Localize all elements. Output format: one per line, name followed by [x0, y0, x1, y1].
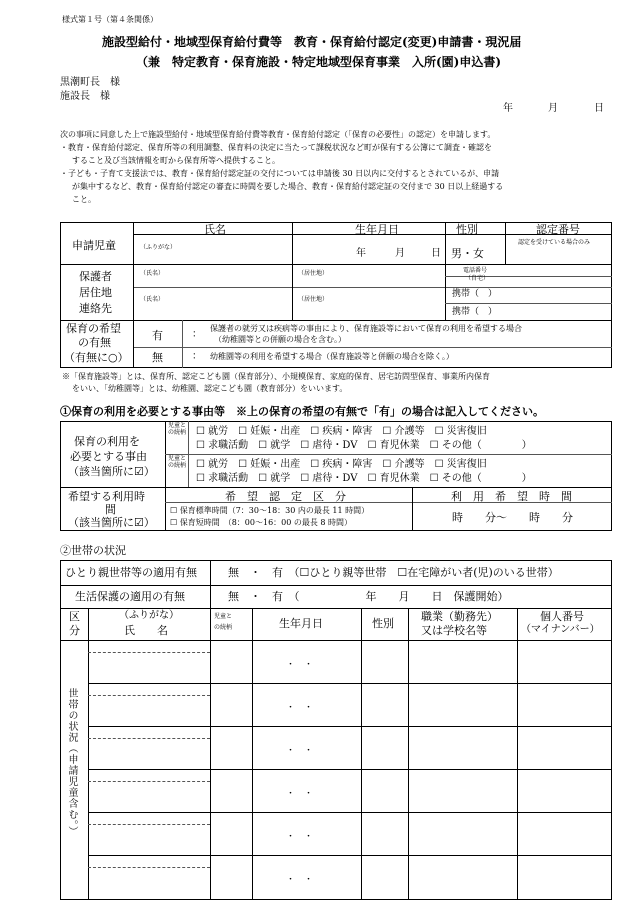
birth-dots-3: ・ ・ [286, 746, 314, 756]
intro-bullet2b: が集中するなど、教育・保育給付認定の審査に時間を要した場合、教育・保育給付認定証の交付まで 30 日以上経過する [72, 182, 504, 191]
date-month: 月 [548, 103, 558, 114]
reason-label2: 必要とする事由 [70, 450, 147, 463]
use-time-header: 利 用 希 望 時 間 [451, 490, 572, 503]
note-line1: ※「保育施設等」とは、保育所、認定こども園（保育部分）、小規模保育、家庭的保育、居宅訪問型保育、事業所内保育 [62, 372, 490, 381]
birth-dots-4: ・ ・ [286, 789, 314, 799]
intro-bullet2a: ・子ども・子育て支援法では、教育・保育給付認定証の交付については申請後 30 日以内に交付するとされているが、申請 [60, 169, 500, 178]
mobile2-label: 携帯（ ） [452, 307, 498, 317]
time-label2: 間 [105, 503, 116, 516]
wish-none: 無 [152, 351, 163, 364]
col-cert: 認定番号 [536, 223, 580, 236]
guardian1-addr-label: （居住地） [298, 270, 329, 277]
col-household-gender: 性別 [372, 617, 394, 630]
section2-heading: ②世帯の状況 [60, 544, 126, 557]
mobile1-label: 携帯（ ） [452, 289, 498, 299]
col-kubun2: 分 [69, 624, 80, 637]
guardian1-name-label: （氏名） [140, 270, 165, 277]
intro-bullet1a: ・教育・保育給付認定、保育所等の利用調整、保育料の決定に当たって課税状況など町が保有する公簿にて調査・確認を [60, 143, 492, 152]
birth-day: 日 [431, 248, 441, 259]
col-job2: 又は学校名等 [421, 624, 487, 637]
reason-label1: 保育の利用を [74, 435, 140, 448]
date-day: 日 [594, 103, 604, 114]
wish-has: 有 [152, 329, 163, 342]
phone-label: 電話番号 [463, 267, 488, 274]
reason-options-a1[interactable]: ☐ 就労 ☐ 妊娠・出産 ☐ 疾病・障害 ☐ 介護等 ☐ 災害復旧 [196, 426, 487, 437]
standard-time-option[interactable]: ☐ 保育標準時間（7：30～18：30 内の最長 11 時間） [170, 506, 370, 515]
guardian2-addr-label: （居住地） [298, 296, 329, 303]
col-name: 氏名 [204, 223, 226, 236]
reason-label3: （該当箇所に☑） [68, 465, 155, 478]
has-desc2: （幼稚園等との併願の場合を含む。） [214, 335, 346, 344]
has-desc: 保護者の就労又は疾病等の事由により、保育施設等において保育の利用を希望する場合 [210, 324, 522, 333]
none-desc: 幼稚園等の利用を希望する場合（保育施設等と併願の場合を除く。） [210, 352, 454, 361]
birth-dots-5: ・ ・ [286, 832, 314, 842]
form-number: 様式第１号（第４条関係） [62, 15, 158, 24]
residence-label: 居住地 [79, 286, 112, 299]
welfare-label: 生活保護の適用の有無 [75, 590, 185, 603]
form-title: 施設型給付・地域型保育給付費等 教育・保育給付認定(変更)申請書・現況届 [102, 35, 522, 49]
intro-line: 次の事項に同意した上で施設型給付・地域型保育給付費等教育・保育給付認定（「保育の必要性」の認定）を申請します。 [60, 130, 496, 139]
short-time-option[interactable]: ☐ 保育短時間 （8：00～16：00 の最長 8 時間） [170, 518, 353, 527]
row-child: 申請児童 [72, 239, 116, 252]
rel-label-a2: の続柄 [168, 429, 187, 436]
wish-label: 保育の希望 [66, 322, 121, 335]
col-job1: 職業（勤務先） [421, 610, 498, 623]
reason-options-a2[interactable]: ☐ 求職活動 ☐ 就学 ☐ 虐待・DV ☐ 育児休業 ☐ その他（ ） [196, 440, 532, 451]
single-parent-value: 無 ・ 有 （☐ひとり親等世帯 ☐在宅障がい者(児)のいる世帯） [228, 566, 559, 579]
birth-dots-2: ・ ・ [286, 703, 314, 713]
form-subtitle: （兼 特定教育・保育施設・特定地域型保育事業 入所(園)申込書) [136, 55, 502, 69]
addressee-director: 施設長 様 [60, 91, 110, 102]
welfare-value: 無 ・ 有 （ 年 月 日 保護開始） [228, 590, 509, 603]
col-householder-name: 氏 名 [124, 624, 168, 637]
birth-year: 年 [356, 248, 366, 259]
intro-bullet1b: すること及び当該情報を町から保育所等へ提供すること。 [72, 156, 280, 165]
use-time-value: 時 分～ 時 分 [452, 511, 573, 524]
time-label3: （該当箇所に☑） [68, 516, 155, 529]
rel-label-a1: 児童と [168, 422, 187, 429]
phone-home-label: （自宅） [465, 275, 490, 282]
reason-options-b1[interactable]: ☐ 就労 ☐ 妊娠・出産 ☐ 疾病・障害 ☐ 介護等 ☐ 災害復旧 [196, 459, 487, 470]
cert-category-header: 希 望 認 定 区 分 [225, 490, 346, 503]
birth-dots-6: ・ ・ [286, 875, 314, 885]
col-household-birth: 生年月日 [279, 617, 323, 630]
col-id2: （マイナンバー） [521, 624, 600, 635]
birth-month: 月 [395, 248, 405, 259]
col-rel1: 児童と [214, 613, 233, 620]
wish-label2: の有無 [78, 336, 111, 349]
col-furigana: （ふりがな） [119, 610, 179, 621]
contact-label: 連絡先 [79, 302, 112, 315]
guardian-label: 保護者 [79, 270, 112, 283]
col-gender: 性別 [456, 223, 478, 236]
col-id1: 個人番号 [540, 610, 584, 623]
single-parent-label: ひとり親世帯等の適用有無 [65, 566, 197, 579]
addressee-mayor: 黒潮町長 様 [60, 77, 120, 88]
guardian2-name-label: （氏名） [140, 296, 165, 303]
furigana-label: （ふりがな） [140, 244, 177, 251]
wish-label3: （有無に○） [64, 351, 129, 364]
note-line2: をいい、「幼稚園等」とは、幼稚園、認定こども園（教育部分）をいいます。 [72, 384, 348, 393]
birth-dots-1: ・ ・ [286, 660, 314, 670]
gender-value: 男・女 [451, 247, 484, 260]
section1-heading: ①保育の利用を必要とする事由等 ※上の保育の希望の有無で「有」の場合は記入してください。 [60, 405, 544, 418]
time-label1: 希望する利用時 [68, 490, 145, 503]
cert-note: 認定を受けている場合のみ [518, 239, 591, 246]
household-side-label: 世帯の状況（申請児童含む。） [66, 688, 77, 837]
date-year: 年 [503, 103, 513, 114]
reason-options-b2[interactable]: ☐ 求職活動 ☐ 就学 ☐ 虐待・DV ☐ 育児休業 ☐ その他（ ） [196, 473, 532, 484]
col-birth: 生年月日 [355, 223, 399, 236]
colon-has: ： [192, 329, 202, 340]
rel-label-b2: の続柄 [168, 462, 187, 469]
rel-label-b1: 児童と [168, 455, 187, 462]
colon-none: ： [192, 351, 202, 362]
col-kubun1: 区 [69, 610, 80, 623]
intro-bullet2c: こと。 [72, 195, 96, 204]
col-rel2: の続柄 [214, 624, 233, 631]
